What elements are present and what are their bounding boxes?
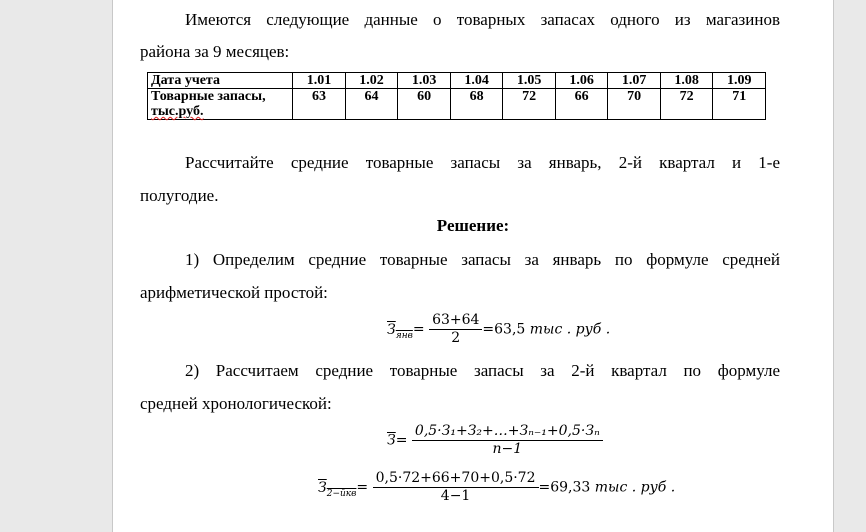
formula2-denominator: n−1 [492,441,523,457]
date-cell: 1.01 [293,73,346,89]
row-label-line-2: тыс.руб. [151,104,204,119]
intro-line-1: Имеются следующие данные о товарных запасах одного из магазинов [185,10,780,29]
table-header-row [148,73,766,89]
formula1-lhs: $З_{янв}$ [387,321,413,341]
value-cell: 72 [503,89,556,120]
document-page [112,0,834,532]
task-line-2: полугодие. [140,186,219,205]
value-cell: 72 [660,89,713,120]
formula3-result: =69,33 [538,479,591,496]
date-cell: 1.03 [398,73,451,89]
formula2-fraction [412,423,603,458]
formula2-lhs: З [387,432,396,449]
value-cell: 68 [450,89,503,120]
formula-q2-mean: $З_{2-йкв}=$ $\frac{0,5\cdot 72+66+70+0,5\cdot 72}{4-1}$ =69,33 тыс . руб . [318,470,676,504]
row-label-line-1: Товарные запасы, [151,89,266,104]
step1-line-2: арифметической простой: [140,283,328,302]
value-cell: 63 [293,89,346,120]
formula3-denominator: 4−1 [440,488,471,504]
date-cell: 1.06 [555,73,608,89]
step2-line-2: средней хронологической: [140,394,332,413]
step2-line-1: 2) Рассчитаем средние товарные запасы за 2-й квартал по формуле [185,361,780,380]
table-header-label: Дата учета [148,73,293,89]
formula1-unit: тыс . руб . [529,321,611,338]
formula2-numerator: 0,5·З₁+З₂+…+Зₙ₋₁+0,5·Зₙ [412,423,603,441]
date-cell: 1.08 [660,73,713,89]
date-cell: 1.02 [345,73,398,89]
task-line-1: Рассчитайте средние товарные запасы за январь, 2-й квартал и 1-е [185,153,780,172]
date-cell: 1.09 [713,73,766,89]
formula1-fraction [429,312,482,347]
value-cell: 71 [713,89,766,120]
formula3-unit: тыс . руб . [594,479,676,496]
formula1-denominator: 2 [451,330,461,346]
date-cell: 1.05 [503,73,556,89]
formula1-result: =63,5 [482,321,526,338]
value-cell: 64 [345,89,398,120]
table-values-row [148,89,766,120]
value-cell: 70 [608,89,661,120]
date-cell: 1.07 [608,73,661,89]
formula1-numerator: 63+64 [429,312,482,330]
step1-line-1: 1) Определим средние товарные запасы за январь по формуле средней [185,250,780,269]
formula3-lhs: $З_{2-йкв}$ [318,479,357,499]
date-cell: 1.04 [450,73,503,89]
intro-line-2: района за 9 месяцев: [140,42,290,61]
solution-heading: Решение: [436,216,510,235]
formula-january-mean: $З_{янв}=$ $\frac{63+64}{2}$ =63,5 тыс . руб . [387,312,611,346]
formula3-fraction [373,470,539,505]
formula3-numerator: 0,5·72+66+70+0,5·72 [373,470,539,488]
value-cell: 66 [555,89,608,120]
value-cell: 60 [398,89,451,120]
inventory-table [147,72,766,120]
table-row-label [148,89,293,120]
formula-chronological-mean: З= $\frac{\text{0,5·З₁+З₂+…+Зₙ₋₁+0,5·Зₙ}}{n-1}$ [387,423,603,458]
